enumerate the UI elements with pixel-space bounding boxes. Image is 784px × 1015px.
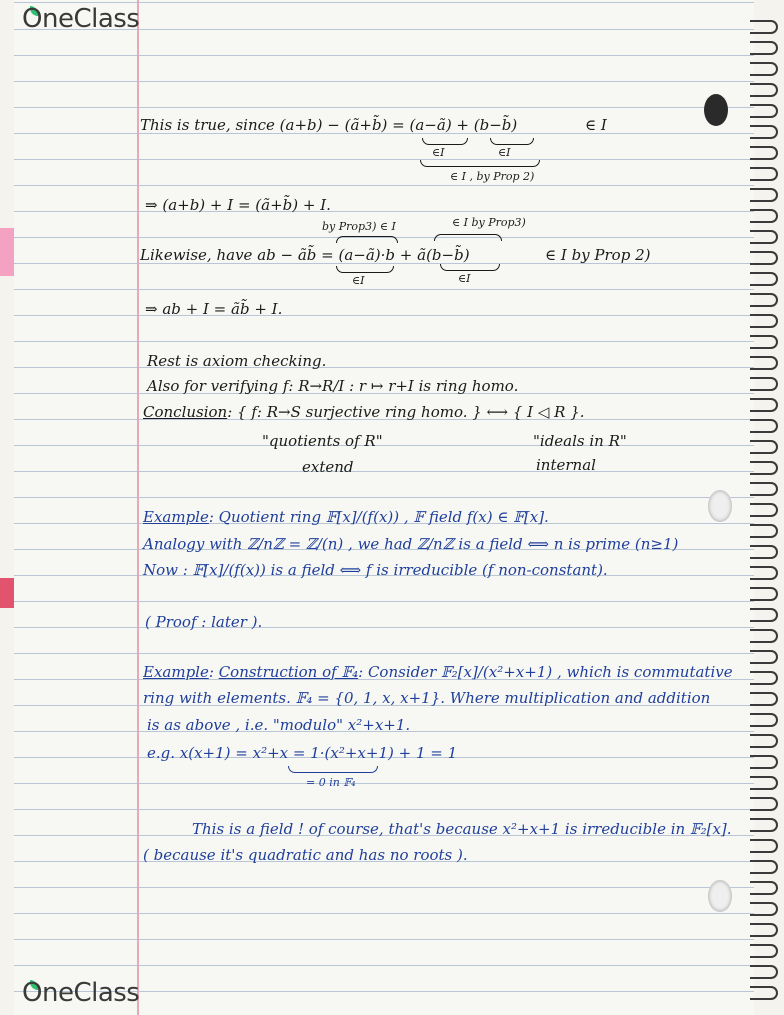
spiral-coil-icon [750, 461, 778, 475]
spiral-coil-icon [750, 650, 778, 664]
note-line-1: This is true, since (a+b) − (ã+b̃) = (a−ã) + (b−b̃) [140, 116, 518, 134]
note-line-2: ⇒ (a+b) + I = (ã+b̃) + I. [145, 196, 331, 214]
example-sub: = 0 in 𝔽₄ [306, 776, 356, 789]
spiral-coil-icon [750, 734, 778, 748]
note-line-3: Likewise, have ab − ãb̃ = (a−ã)·b + ã(b−b̃) [140, 246, 470, 264]
example-2-sep: : [208, 663, 219, 681]
spiral-coil-icon [750, 713, 778, 727]
note-extend: extend [302, 458, 354, 476]
underbrace [490, 138, 534, 145]
spiral-coil-icon [750, 503, 778, 517]
brand-logo-bottom: OneClass [22, 978, 140, 1008]
example-line-4: ( Proof : later ). [145, 613, 263, 631]
margin-line [137, 0, 139, 1015]
example-line-10: ( because it's quadratic and has no roots ). [143, 846, 468, 864]
underbrace [288, 766, 378, 773]
spiral-coil-icon [750, 860, 778, 874]
note-sub-1: ∈I [432, 146, 445, 159]
spiral-coil-icon [750, 608, 778, 622]
spiral-coil-icon [750, 104, 778, 118]
example-1-text: : Quotient ring 𝔽[x]/(f(x)) , 𝔽 field f(x) ∈ 𝔽[x]. [208, 508, 549, 526]
spiral-coil-icon [750, 629, 778, 643]
spiral-coil-icon [750, 125, 778, 139]
spiral-coil-icon [750, 377, 778, 391]
example-2-text: : Consider 𝔽₂[x]/(x²+x+1) , which is commutative [358, 663, 733, 681]
example-label: Example [143, 663, 209, 681]
example-line-7: is as above , i.e. "modulo" x²+x+1. [147, 716, 411, 734]
binder-hole-icon [708, 490, 732, 522]
brand-logo-top: OneClass [22, 4, 140, 34]
example-line-9: This is a field ! of course, that's because x²+x+1 is irreducible in 𝔽₂[x]. [192, 820, 732, 838]
note-internal: internal [536, 456, 596, 474]
spiral-coil-icon [750, 692, 778, 706]
spiral-coil-icon [750, 545, 778, 559]
binder-hole-icon [704, 94, 728, 126]
note-sub-3: ∈ I , by Prop 2) [450, 170, 535, 183]
note-sub-5: ∈I [458, 272, 471, 285]
spiral-coil-icon [750, 482, 778, 496]
conclusion-text: : { f: R→S surjective ring homo. } ⟷ { I ◁ R }. [227, 403, 585, 421]
spiral-coil-icon [750, 83, 778, 97]
note-line-6: Also for verifying f: R→R/I : r ↦ r+I is ring homo. [147, 377, 519, 395]
spiral-coil-icon [750, 965, 778, 979]
spiral-coil-icon [750, 923, 778, 937]
spiral-coil-icon [750, 944, 778, 958]
example-label: Example [143, 508, 209, 526]
spiral-coil-icon [750, 335, 778, 349]
spiral-coil-icon [750, 293, 778, 307]
spiral-coil-icon [750, 398, 778, 412]
spiral-coil-icon [750, 251, 778, 265]
spiral-coil-icon [750, 524, 778, 538]
spiral-coil-icon [750, 776, 778, 790]
spiral-coil-icon [750, 146, 778, 160]
spiral-coil-icon [750, 419, 778, 433]
spiral-coil-icon [750, 41, 778, 55]
spiral-coil-icon [750, 314, 778, 328]
spiral-coil-icon [750, 881, 778, 895]
underbrace [440, 264, 500, 271]
spiral-coil-icon [750, 755, 778, 769]
binder-hole-icon [708, 880, 732, 912]
overbrace [336, 236, 398, 243]
example-line-8: e.g. x(x+1) = x²+x = 1·(x²+x+1) + 1 = 1 [147, 744, 458, 762]
spiral-coil-icon [750, 587, 778, 601]
example-2 [143, 663, 733, 681]
underbrace [420, 160, 540, 167]
spiral-coil-icon [750, 167, 778, 181]
note-line-7 [143, 403, 585, 421]
underbrace [422, 138, 468, 145]
note-line-5: Rest is axiom checking. [147, 352, 327, 370]
spiral-coil-icon [750, 356, 778, 370]
spiral-coil-icon [750, 230, 778, 244]
spiral-coil-icon [750, 671, 778, 685]
underbrace [336, 266, 394, 273]
spiral-coil-icon [750, 818, 778, 832]
spiral-coil-icon [750, 440, 778, 454]
note-line-3-in: ∈ I by Prop 2) [545, 246, 651, 264]
spiral-coil-icon [750, 62, 778, 76]
spiral-coil-icon [750, 20, 778, 34]
note-line-1-in: ∈ I [585, 116, 607, 134]
overbrace [434, 234, 502, 241]
pink-sticky-tab [0, 228, 14, 276]
note-over-1: by Prop3) ∈ I [322, 220, 396, 233]
example-line-2: Analogy with ℤ/nℤ = ℤ/(n) , we had ℤ/nℤ is a field ⟺ n is prime (n≥1) [143, 535, 679, 553]
example-1 [143, 508, 549, 526]
note-sub-4: ∈I [352, 274, 365, 287]
conclusion-label: Conclusion [143, 403, 228, 421]
spiral-coil-icon [750, 797, 778, 811]
spiral-coil-icon [750, 209, 778, 223]
example-line-6: ring with elements. 𝔽₄ = {0, 1, x, x+1}. Where multiplication and addition [143, 689, 711, 707]
example-2-title: Construction of 𝔽₄ [218, 663, 359, 681]
note-over-2: ∈ I by Prop3) [452, 216, 526, 229]
spiral-coil-icon [750, 272, 778, 286]
spiral-coil-icon [750, 839, 778, 853]
note-ideals: "ideals in R" [533, 432, 627, 450]
spiral-binding [750, 0, 784, 1015]
example-line-3: Now : 𝔽[x]/(f(x)) is a field ⟺ f is irreducible (f non-constant). [143, 561, 608, 579]
spiral-coil-icon [750, 188, 778, 202]
spiral-coil-icon [750, 986, 778, 1000]
note-line-4: ⇒ ab + I = ãb̃ + I. [145, 300, 283, 318]
spiral-coil-icon [750, 566, 778, 580]
spiral-coil-icon [750, 902, 778, 916]
note-quotients: "quotients of R" [262, 432, 383, 450]
note-sub-2: ∈I [498, 146, 511, 159]
